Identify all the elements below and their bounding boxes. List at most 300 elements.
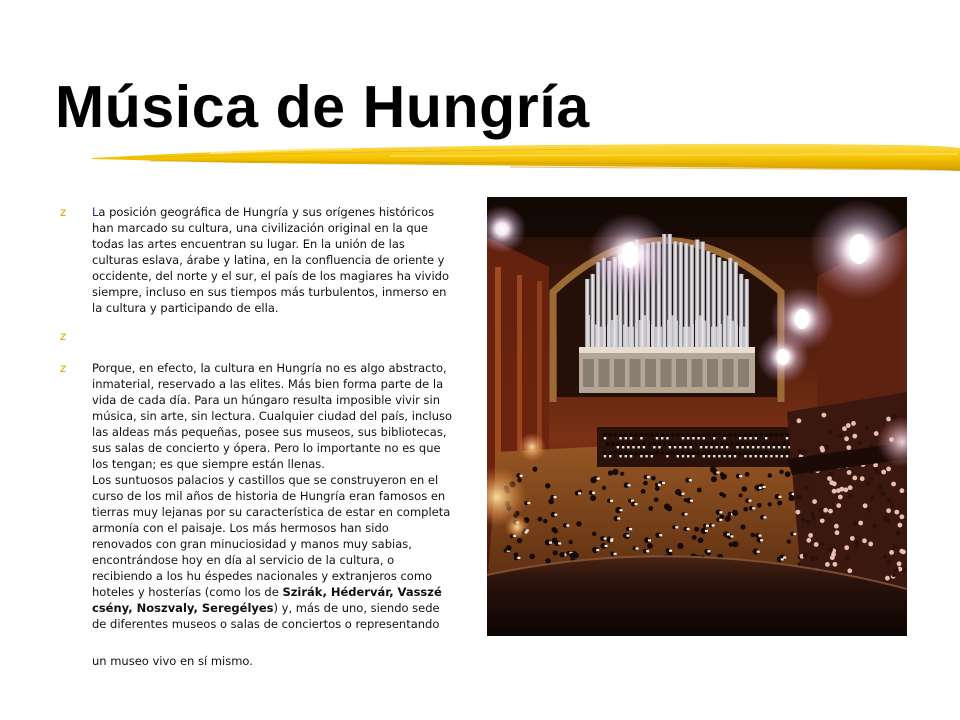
choir-shirt [734, 455, 736, 457]
music-sheet [620, 509, 623, 511]
choir-member [754, 433, 758, 437]
musician [777, 501, 782, 506]
chandelier-crystals [777, 349, 789, 365]
organ-case-panel [614, 359, 625, 387]
organ-pipe [635, 324, 638, 347]
choir-member [663, 442, 667, 446]
musician [739, 494, 743, 498]
organ-case-panels [583, 359, 749, 387]
choir-shirt [713, 437, 715, 439]
choir-shirt [684, 446, 686, 448]
music-sheet [592, 492, 595, 494]
choir-member [634, 451, 638, 455]
organ-case-panel [723, 359, 734, 387]
music-sheet [793, 533, 796, 535]
music-sheet [648, 539, 651, 541]
audience-member [852, 434, 857, 439]
bullet-text-line: tierras muy lejanas por su característica de estar en completa [92, 505, 451, 519]
choir-member [712, 451, 716, 455]
musician [677, 543, 683, 549]
audience-member [899, 549, 904, 554]
choir-shirt [653, 446, 655, 448]
bullet-text-line: siempre, incluso en sus tiempos más turbulentos, inmerso en [92, 285, 447, 299]
audience-member [820, 518, 825, 523]
choir-member [676, 433, 680, 437]
choir-shirt [700, 446, 702, 448]
choir-shirt [760, 455, 762, 457]
audience-member [853, 521, 858, 526]
choir-shirt [710, 446, 712, 448]
choir-member [639, 433, 643, 437]
bullet-text-line: los tengan; es que siempre están llenas. [92, 457, 325, 471]
audience-member [832, 489, 837, 494]
chandelier [588, 213, 672, 297]
choir-shirt [687, 437, 689, 439]
choir-shirt [749, 455, 751, 457]
choir-member [769, 451, 773, 455]
musician [751, 533, 755, 537]
choir-member [717, 433, 721, 437]
musician [506, 545, 512, 551]
text-segment: hoteles y hosterías (como los de [92, 585, 283, 599]
musician [612, 469, 618, 475]
organ-pipe [743, 327, 746, 347]
musician [742, 486, 748, 492]
audience-member [829, 472, 834, 477]
choir-member [694, 442, 698, 446]
organ-case-panel [661, 359, 672, 387]
choir-member [642, 442, 646, 446]
chandelier-crystals [849, 234, 869, 264]
choir-shirt [786, 455, 788, 457]
organ-pipe [711, 327, 714, 347]
bullet-text-line: Porque, en efecto, la cultura en Hungría no es algo abstracto, [92, 361, 447, 375]
organ-pipe [731, 321, 734, 347]
concert-hall-photo [487, 197, 907, 636]
audience-member [806, 520, 811, 525]
choir-shirt [718, 455, 720, 457]
music-sheet [635, 503, 638, 505]
bullet-text-line: armonía con el paisaje. Los más hermosos han sido [92, 521, 389, 535]
music-sheet [727, 533, 730, 535]
audience-member [848, 493, 853, 498]
choir-member [673, 442, 677, 446]
audience-member [887, 559, 892, 564]
audience-member [851, 421, 856, 426]
organ-case-panel [583, 359, 594, 387]
musician [569, 553, 574, 558]
choir-member [650, 433, 654, 437]
organ-pipe [591, 320, 594, 347]
bullet-text-line: la cultura y participando de ella. [92, 301, 279, 315]
music-sheet [739, 475, 742, 477]
choir-shirt [747, 446, 749, 448]
organ-pipe [643, 315, 646, 347]
music-sheet [719, 511, 722, 513]
audience-member [834, 524, 839, 529]
bullet-text-line: las aldeas más pequeñas, posee sus museos, sus bibliotecas, [92, 425, 447, 439]
bullet-text [92, 204, 482, 316]
choir-shirt [742, 446, 744, 448]
choir-member [626, 442, 630, 446]
audience-member [812, 499, 817, 504]
musician [620, 472, 624, 476]
audience-member [869, 476, 874, 481]
choir-shirt [723, 437, 725, 439]
bullet-text-line: renovados con gran minuciosidad y manos muy sabias, [92, 537, 412, 551]
music-sheet [617, 517, 620, 519]
music-sheet [596, 549, 599, 551]
choir-member [686, 433, 690, 437]
audience-member [863, 503, 868, 508]
choir-member [655, 433, 659, 437]
choir-shirt [768, 446, 770, 448]
audience-member [820, 514, 825, 519]
musician [787, 540, 791, 544]
musician [757, 503, 762, 508]
music-sheet [757, 551, 760, 553]
audience-member [862, 538, 867, 543]
music-sheet [669, 550, 672, 552]
organ-pipe [603, 327, 606, 347]
organ-pipe [671, 315, 674, 347]
audience-member [891, 482, 896, 487]
bullet-text-line: de diferentes museos o salas de conciertos o representando [92, 617, 440, 631]
audience-member [803, 553, 808, 558]
music-sheet [566, 524, 569, 526]
choir-shirt [749, 437, 751, 439]
audience-member [886, 467, 891, 472]
choir-member [689, 442, 693, 446]
musician [538, 517, 543, 522]
choir-member [608, 451, 612, 455]
audience-member [886, 508, 891, 513]
music-sheet [597, 478, 600, 480]
organ-pipe [595, 324, 598, 347]
music-sheet [659, 534, 662, 536]
musician [548, 499, 554, 505]
audience-member [811, 516, 816, 521]
organ-pipe [699, 315, 702, 347]
audience-member [818, 508, 823, 513]
audience-member [801, 517, 806, 522]
music-sheet [554, 496, 557, 498]
choir-shirt [619, 455, 621, 457]
organ-gallery [579, 347, 755, 353]
bullet-item-empty [60, 328, 480, 344]
choir-member [603, 433, 607, 437]
musician [553, 550, 558, 555]
audience-member [881, 470, 886, 475]
musician [722, 494, 726, 498]
organ-pipe [687, 327, 690, 347]
organ-pipe [735, 325, 738, 347]
bullet-text [92, 360, 482, 632]
music-sheet [647, 476, 650, 478]
organ-pipe [675, 321, 678, 348]
music-sheet [646, 550, 649, 552]
choir-shirt [666, 455, 668, 457]
choir-shirt [632, 446, 634, 448]
choir-shirt [604, 437, 606, 439]
music-sheet [706, 525, 709, 527]
choir-member [696, 451, 700, 455]
music-sheet [610, 500, 613, 502]
audience-member [868, 542, 873, 547]
choir-member [769, 433, 773, 437]
choir-shirt [705, 446, 707, 448]
choir-member [785, 451, 789, 455]
musician [643, 481, 648, 486]
music-sheet [778, 496, 781, 498]
music-sheet [517, 557, 520, 559]
choir-member [665, 451, 669, 455]
audience-member [873, 524, 878, 529]
bullet-text-line: sus salas de concierto y ópera. Pero lo importante no es que [92, 441, 441, 455]
music-sheet [705, 530, 708, 532]
choir-shirt [630, 455, 632, 457]
music-sheet [628, 484, 631, 486]
choir-member [657, 442, 661, 446]
audience-member [796, 510, 801, 515]
musician [720, 472, 724, 476]
audience-member [867, 508, 872, 513]
music-sheet [629, 528, 632, 530]
choir-member [660, 451, 664, 455]
choir-member [735, 442, 739, 446]
choir-member [639, 451, 643, 455]
choir-shirt [619, 437, 621, 439]
choir-shirt [640, 437, 642, 439]
musician [732, 510, 738, 516]
place-names-bold: csény, Noszvaly, Seregélyes [92, 601, 274, 615]
audience-member [891, 572, 896, 577]
choir-member [670, 433, 674, 437]
choir-shirt [625, 455, 627, 457]
audience-member [900, 488, 905, 493]
choir-member [629, 451, 633, 455]
audience-member [897, 561, 902, 566]
choir-shirt [656, 437, 658, 439]
choir-member [738, 433, 742, 437]
choir-member [754, 451, 758, 455]
choir-member [733, 451, 737, 455]
audience-member [885, 576, 890, 581]
musician [602, 486, 606, 490]
audience-member [802, 450, 807, 455]
choir-shirt [627, 446, 629, 448]
choir-shirt [703, 437, 705, 439]
audience-member [823, 508, 828, 513]
audience-member [833, 562, 838, 567]
bullet-glyph: z [60, 361, 67, 375]
audience-member [881, 492, 886, 497]
organ-case-panel [630, 359, 641, 387]
audience-member [830, 555, 835, 560]
choir-member [746, 442, 750, 446]
musician [743, 507, 748, 512]
choir-shirt [679, 446, 681, 448]
choir-shirt [716, 446, 718, 448]
music-sheet [520, 475, 523, 477]
choir-shirt [762, 446, 764, 448]
bullet-text-line: inmaterial, reservado a las elites. Más bien forma parte de la [92, 377, 444, 391]
organ-pipe [659, 327, 662, 347]
bullet-text-line: música, sin arte, sin lectura. Cualquier ciudad del país, incluso [92, 409, 453, 423]
place-names-bold: Szirák, Hédervár, Vasszé [282, 585, 442, 599]
music-sheet [662, 482, 665, 484]
bullet-text-line [92, 584, 482, 600]
organ-pipe [647, 320, 650, 347]
audience-member [822, 413, 827, 418]
music-sheet [719, 519, 722, 521]
choir-member [722, 433, 726, 437]
organ-pipe [667, 320, 670, 347]
choir-shirt [755, 455, 757, 457]
choir-shirt [666, 437, 668, 439]
music-sheet [759, 535, 762, 537]
bullet-text-line: todas las artes encuentran su lugar. En la unión de las [92, 237, 405, 251]
organ-pipe [723, 320, 726, 347]
choir-member [660, 433, 664, 437]
musician [569, 540, 573, 544]
musician [648, 506, 653, 511]
musician [641, 489, 646, 494]
yellow-brush-underline [90, 136, 960, 176]
choir-member [681, 451, 685, 455]
organ-pipe [599, 327, 602, 347]
music-sheet [558, 542, 561, 544]
choir-shirt [617, 446, 619, 448]
choir-member [634, 433, 638, 437]
audience-member [865, 481, 870, 486]
audience-member [832, 481, 837, 486]
choir-member [624, 451, 628, 455]
audience-member [806, 538, 811, 543]
bullet-glyph: z [60, 329, 67, 343]
choir-member [613, 433, 617, 437]
audience-member [887, 498, 892, 503]
audience-member [810, 512, 815, 517]
musician [745, 472, 750, 477]
wall-lamp [518, 433, 546, 461]
musician [710, 466, 716, 472]
musician [533, 467, 538, 472]
bullet-text-line: recibiendo a los hu éspedes nacionales y extranjeros como [92, 569, 433, 583]
music-sheet [716, 471, 719, 473]
choir-member [652, 442, 656, 446]
audience-member [810, 557, 815, 562]
music-sheet [554, 514, 557, 516]
choir-member [670, 451, 674, 455]
choir-member [707, 433, 711, 437]
choir-shirt [661, 437, 663, 439]
audience-member [878, 485, 883, 490]
text-segment: ) y, más de uno, siendo sede [273, 601, 440, 615]
audience-member [898, 523, 903, 528]
organ-pipe [707, 325, 710, 347]
choir-member [616, 442, 620, 446]
musician [666, 505, 672, 511]
organ-pipe [683, 327, 686, 347]
audience-member [836, 488, 841, 493]
organ-pipe [679, 325, 682, 347]
audience-member [874, 431, 879, 436]
musician [694, 527, 699, 532]
choir-member [772, 442, 776, 446]
musician [729, 542, 734, 547]
musician [654, 497, 659, 502]
choir-member [717, 451, 721, 455]
musician [740, 524, 745, 529]
choir-member [780, 451, 784, 455]
audience-member [902, 568, 907, 573]
choir-member [702, 451, 706, 455]
choir-shirt [755, 437, 757, 439]
choir-member [777, 442, 781, 446]
audience-member [890, 503, 895, 508]
audience-member [797, 449, 802, 454]
choir-shirt [692, 455, 694, 457]
audience-member [838, 495, 843, 500]
bullet-text-line: curso de los mil años de historia de Hungría eran famosos en [92, 489, 446, 503]
audience-member [892, 544, 897, 549]
choir-member [722, 451, 726, 455]
choir-shirt [739, 437, 741, 439]
audience-member [828, 429, 833, 434]
choir-shirt [674, 446, 676, 448]
audience-member [797, 418, 802, 423]
music-sheet [605, 545, 608, 547]
organ-pipe [615, 315, 618, 347]
choir-shirt [783, 446, 785, 448]
choir-member [605, 442, 609, 446]
choir-member [774, 433, 778, 437]
music-sheet [626, 535, 629, 537]
wall-lamp [505, 515, 529, 539]
choir-shirt [658, 446, 660, 448]
audience-member [808, 533, 813, 538]
choir-shirt [721, 446, 723, 448]
organ-pipe [639, 320, 642, 347]
organ-pipe [715, 327, 718, 347]
choir-shirt [773, 446, 775, 448]
musician [543, 519, 547, 523]
choir-member [629, 433, 633, 437]
choir-member [611, 442, 615, 446]
audience-member [797, 495, 802, 500]
musician [711, 476, 717, 482]
choir-member [774, 451, 778, 455]
choir-member [665, 433, 669, 437]
audience-member [889, 550, 894, 555]
audience-member [847, 470, 852, 475]
audience-member [827, 476, 832, 481]
choir-member [741, 442, 745, 446]
choir-member [608, 433, 612, 437]
choir-member [678, 442, 682, 446]
organ-case-panel [676, 359, 687, 387]
organ-pipe [719, 324, 722, 347]
audience-member [883, 516, 888, 521]
music-sheet [781, 558, 784, 560]
organ-pipe [703, 321, 706, 347]
choir-member [621, 442, 625, 446]
organ-pipe [623, 325, 626, 348]
audience-member [858, 521, 863, 526]
bullet-text-line: La posición geográfica de Hungría y sus orígenes históricos [92, 205, 435, 219]
choir-shirt [765, 455, 767, 457]
